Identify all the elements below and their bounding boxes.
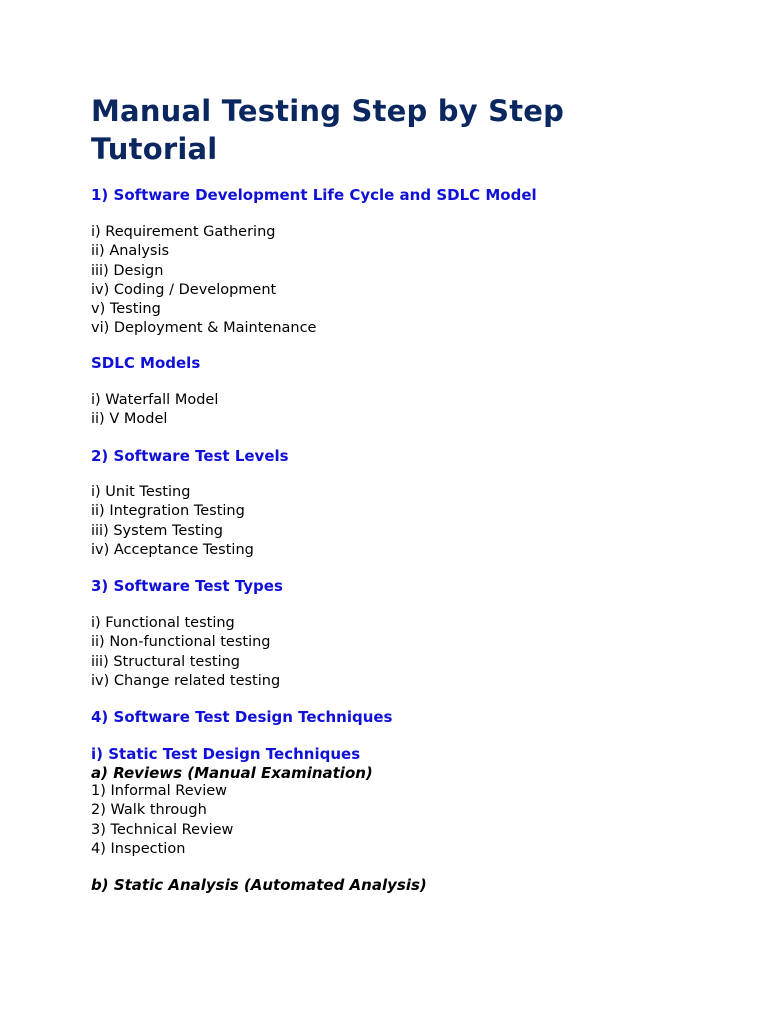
test-levels-list [91,483,254,560]
section-heading-test-levels: 2) Software Test Levels [91,447,289,465]
list-item: iii) Structural testing [91,653,240,670]
list-item: ii) Integration Testing [91,503,245,520]
test-types-list [91,614,280,691]
section-heading-sdlc: 1) Software Development Life Cycle and SDLC Model [91,186,537,204]
list-item: v) Testing [91,301,161,318]
list-item: 4) Inspection [91,840,186,857]
list-item: iv) Coding / Development [91,281,277,298]
list-item: ii) V Model [91,411,168,428]
subheading-static-analysis: b) Static Analysis (Automated Analysis) [91,876,427,894]
sdlc-phase-list [91,223,316,339]
list-item: iv) Change related testing [91,672,281,689]
list-item: i) Unit Testing [91,484,191,500]
list-item: 1) Informal Review [91,783,228,799]
list-item: iii) Design [91,262,164,279]
list-item: 2) Walk through [91,802,207,819]
section-heading-test-types: 3) Software Test Types [91,577,283,595]
list-item: ii) Analysis [91,243,170,260]
list-item: 3) Technical Review [91,821,234,838]
list-item: i) Functional testing [91,615,235,631]
list-item: vi) Deployment & Maintenance [91,320,317,337]
section-heading-design-techniques: 4) Software Test Design Techniques [91,708,393,726]
list-item: ii) Non-functional testing [91,634,271,651]
section-heading-sdlc-models: SDLC Models [91,354,201,372]
list-item: iv) Acceptance Testing [91,541,254,558]
reviews-list [91,782,233,859]
page-title: Manual Testing Step by Step Tutorial [91,94,565,166]
subsection-heading-static-techniques: i) Static Test Design Techniques [91,745,361,763]
list-item: iii) System Testing [91,522,224,539]
subheading-reviews: a) Reviews (Manual Examination) [91,764,373,782]
list-item: i) Requirement Gathering [91,224,276,240]
list-item: i) Waterfall Model [91,392,219,408]
sdlc-models-list [91,391,218,430]
